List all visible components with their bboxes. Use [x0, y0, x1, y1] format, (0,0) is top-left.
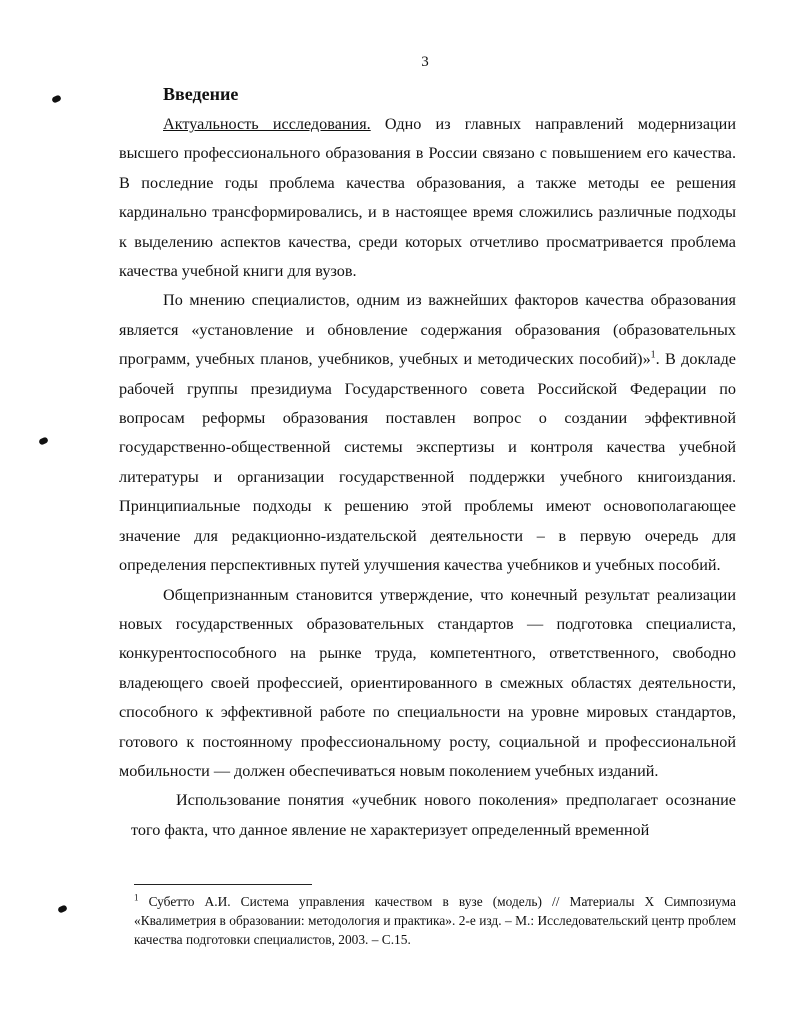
paragraph-relevance	[119, 110, 736, 286]
section-heading: Введение	[163, 84, 239, 104]
paragraph-standards	[119, 581, 736, 787]
paragraph-text: Использование понятия «учебник нового поколения» предполагает осознание того факта, что данное явление не характеризует определенный временной	[131, 791, 736, 839]
paragraph-new-generation	[131, 786, 736, 845]
page-number: 3	[421, 54, 429, 70]
binding-mark-top	[51, 94, 62, 103]
footnote	[134, 892, 736, 949]
paragraph-text: Общепризнанным становится утверждение, что конечный результат реализации новых государственных образовательных стандартов — подготовка специалиста, конкурентоспособного на рынке труда, компетентного, ответственного, свободно владеющего своей профессией, ориентированного в смежных областях деятельности, способного к эффективной работе по специальности на уровне мировых стандартов, готового к постоянному профессиональному росту, социальной и профессиональной мобильности — должен обеспечиваться новым поколением учебных изданий.	[119, 585, 736, 780]
footnote-reference: 1	[650, 349, 656, 361]
paragraph-experts-opinion	[119, 286, 736, 580]
relevance-lead: Актуальность исследования.	[163, 115, 371, 133]
footnote-separator	[134, 884, 312, 885]
paragraph-text: Одно из главных направлений модернизации высшего профессионального образования в России связано с повышением его качества. В последние годы проблема качества образования, а также методы ее решения кардинально трансформировались, и в настоящее время сложились различные подходы к выделению аспектов качества, среди которых отчетливо просматривается проблема качества учебной книги для вузов.	[119, 115, 737, 281]
binding-mark-middle	[38, 436, 49, 445]
body-text	[119, 110, 736, 845]
paragraph-text: . В докладе рабочей группы президиума Государственного совета Российской Федерации по вопросам реформы образования поставлен вопрос о создании эффективной государственно-общественной системы экспертизы и контроля качества учебной литературы и организации государственной поддержки учебного книгоиздания. Принципиальные подходы к решению этой проблемы имеют основополагающее значение для редакционно-издательской деятельности – в первую очередь для определения перспективных путей улучшения качества учебников и учебных пособий.	[119, 350, 736, 575]
paragraph-text: По мнению специалистов, одним из важнейших факторов качества образования является «установление и обновление содержания образования (образовательных программ, учебных планов, учебников, учебных и методических пособий)»	[119, 291, 736, 369]
footnote-marker: 1	[134, 892, 139, 903]
footnote-text: Субетто А.И. Система управления качеством в вузе (модель) // Материалы X Симпозиума «Квалиметрия в образовании: методология и практика». 2-е изд. – М.: Исследовательский центр проблем качества подготовки специалистов, 2003. – С.15.	[134, 894, 736, 947]
binding-mark-bottom	[57, 904, 68, 913]
